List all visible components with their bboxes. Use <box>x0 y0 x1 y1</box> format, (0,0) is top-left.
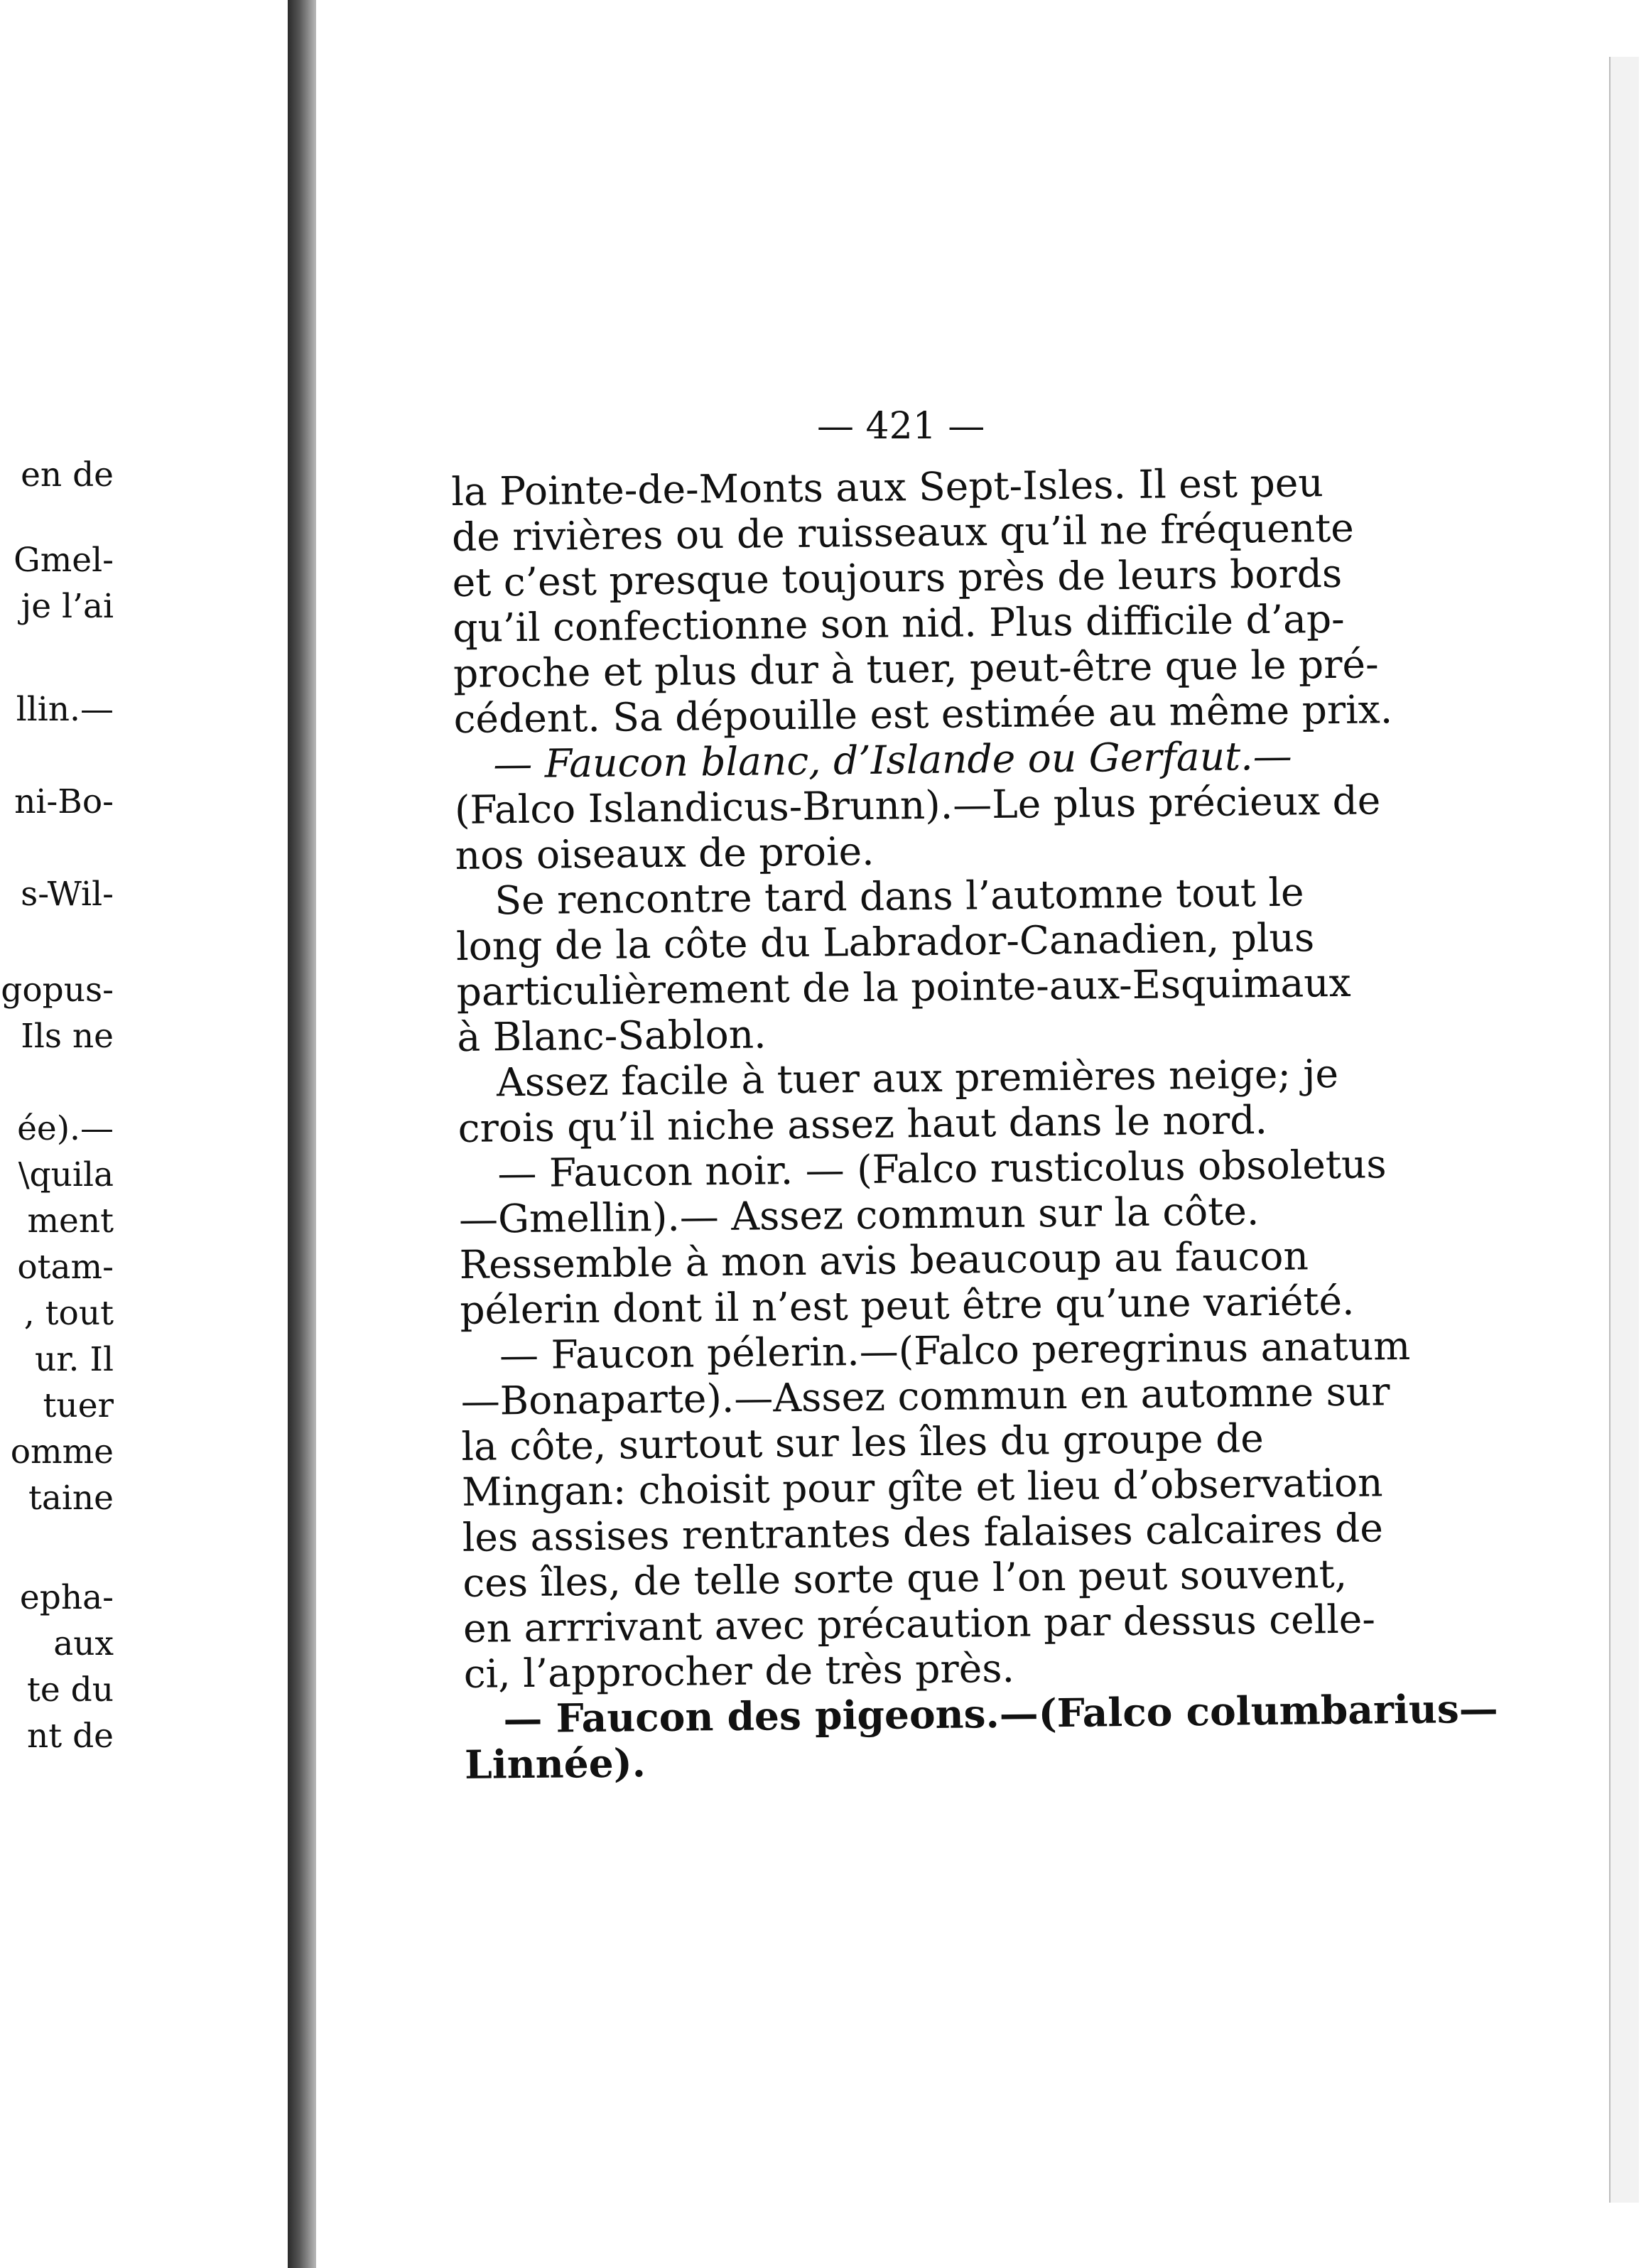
text-line: de rivières ou de ruisseaux qu’il ne fréquente <box>451 504 1355 560</box>
text-line: (Falco Islandicus-Brunn).—Le plus précieux de <box>454 777 1381 833</box>
left-page-fragment: nt de <box>27 1717 114 1756</box>
page-number: — 421 — <box>817 405 985 448</box>
page-edge <box>1609 57 1639 2203</box>
left-page-fragment: en de <box>21 455 114 495</box>
left-page-fragment: Ils ne <box>21 1017 114 1056</box>
left-page-fragment: s-Wil- <box>21 875 114 914</box>
text-line: Mingan: choisit pour gîte et lieu d’observation <box>461 1459 1383 1515</box>
left-page-fragment: omme <box>10 1432 114 1472</box>
text-line: pélerin dont il n’est peut être qu’une variété. <box>460 1278 1355 1333</box>
left-page-fragment: ni-Bo- <box>14 782 114 821</box>
text-line: — Faucon des pigeons.—(Falco columbarius— <box>503 1685 1499 1742</box>
text-line: — Faucon blanc, d’Islande ou Gerfaut.— <box>493 733 1292 787</box>
left-page-fragment: ur. Il <box>34 1340 114 1379</box>
left-page-fragment: , tout <box>23 1294 114 1333</box>
book-gutter <box>288 0 316 2268</box>
left-page-fragment: Gmel- <box>13 541 114 580</box>
left-page-fragment: je l’ai <box>21 587 114 626</box>
left-page-fragment: te du <box>27 1670 114 1710</box>
text-line: qu’il confectionne son nid. Plus difficile d’ap- <box>453 595 1346 651</box>
body-text <box>451 460 1499 1788</box>
text-line: les assises rentrantes des falaises calcaires de <box>462 1505 1384 1560</box>
text-line: —Gmellin).— Assez commun sur la côte. <box>458 1188 1260 1242</box>
text-line: en arrrivant avec précaution par dessus celle- <box>462 1596 1376 1651</box>
text-line: crois qu’il niche assez haut dans le nord. <box>458 1097 1268 1151</box>
text-line: Assez facile à tuer aux premières neige; je <box>496 1050 1339 1106</box>
text-line: ci, l’approcher de très près. <box>463 1645 1015 1697</box>
left-page-fragment: taine <box>28 1479 114 1518</box>
text-line: nos oiseaux de proie. <box>455 828 875 878</box>
text-line: la Pointe-de-Monts aux Sept-Isles. Il est peu <box>451 460 1324 514</box>
left-page-fragment: tuer <box>43 1386 114 1425</box>
left-page-fragment: gopus- <box>1 971 114 1010</box>
text-line: la côte, surtout sur les îles du groupe de <box>461 1415 1265 1469</box>
text-line: et c’est presque toujours près de leurs bords <box>452 550 1343 605</box>
left-page-fragment: epha- <box>19 1578 114 1617</box>
text-line: particulièrement de la pointe-aux-Esquimaux <box>456 959 1351 1015</box>
left-facing-page <box>0 0 292 2268</box>
text-line: Se rencontre tard dans l’automne tout le <box>494 869 1304 924</box>
text-line: Ressemble à mon avis beaucoup au faucon <box>459 1233 1309 1287</box>
text-line: — Faucon noir. — (Falco rusticolus obsoletus <box>497 1141 1387 1197</box>
left-page-fragment: \quila <box>18 1155 114 1194</box>
left-page-fragment: ment <box>27 1202 114 1241</box>
text-line: Linnée). <box>464 1739 646 1788</box>
left-page-fragment: aux <box>53 1624 114 1663</box>
text-line: à Blanc-Sablon. <box>457 1011 767 1060</box>
text-line: — Faucon pélerin.—(Falco peregrinus anatum <box>499 1322 1411 1378</box>
text-line: long de la côte du Labrador-Canadien, plus <box>455 914 1315 969</box>
left-page-fragment: otam- <box>17 1248 114 1287</box>
text-line: cédent. Sa dépouille est estimée au même prix. <box>453 686 1393 742</box>
text-line: proche et plus dur à tuer, peut-être que le pré- <box>453 641 1379 696</box>
left-page-fragment: llin.— <box>16 690 114 729</box>
left-page-fragment: ée).— <box>17 1109 114 1148</box>
text-line: ces îles, de telle sorte que l’on peut souvent, <box>462 1550 1348 1606</box>
text-line: —Bonaparte).—Assez commun en automne sur <box>460 1368 1390 1424</box>
